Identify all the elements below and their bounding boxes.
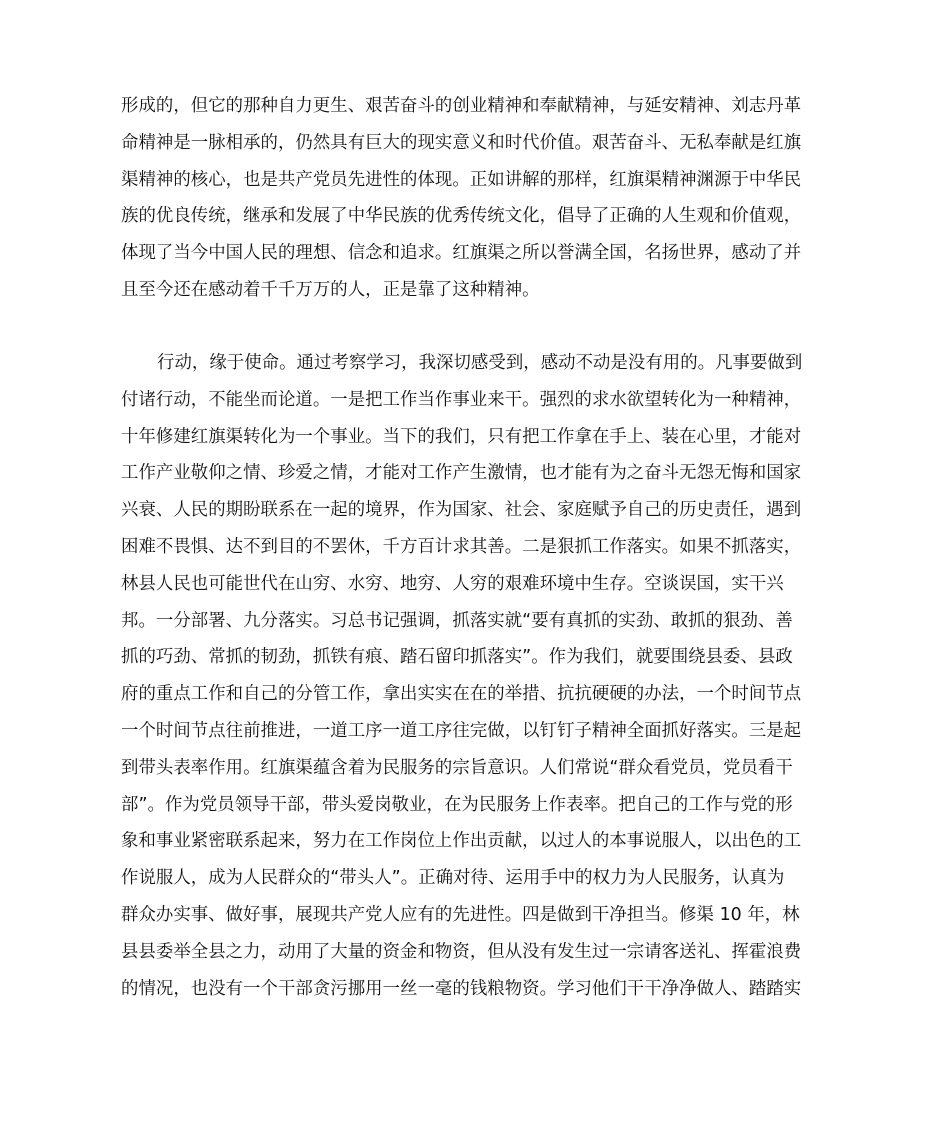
text-line: 困难不畏惧、达不到目的不罢休，千方百计求其善。二是狠抓工作落实。如果不抓落实，: [121, 536, 802, 557]
text-line: 工作产业敬仰之情、珍爱之情，才能对工作产生激情，也才能有为之奋斗无怨无悔和国家: [121, 463, 802, 484]
text-line: 体现了当今中国人民的理想、信念和追求。红旗渠之所以誉满全国，名扬世界，感动了并: [121, 243, 802, 264]
text-line: 部”。作为党员领导干部，带头爱岗敬业，在为民服务上作表率。把自己的工作与党的形: [121, 794, 793, 815]
text-line: 林县人民也可能世代在山穷、水穷、地穷、人穷的艰难环境中生存。空谈误国，实干兴: [121, 573, 784, 594]
text-line: 抓的巧劲、常抓的韧劲，抓铁有痕、踏石留印抓落实”。作为我们，就要围绕县委、县政: [121, 647, 793, 668]
text-line: 群众办实事、做好事，展现共产党人应有的先进性。四是做到干净担当。修渠 10 年，林: [121, 904, 800, 925]
text-line: 一个时间节点往前推进，一道工序一道工序往完做，以钉钉子精神全面抓好落实。三是起: [121, 720, 802, 741]
text-line: 的情况，也没有一个干部贪污挪用一丝一毫的钱粮物资。学习他们干干净净做人、踏踏实: [121, 978, 802, 999]
text-line: 十年修建红旗渠转化为一个事业。当下的我们，只有把工作拿在手上、装在心里，才能对: [121, 426, 802, 447]
text-line: 到带头表率作用。红旗渠蕴含着为民服务的宗旨意识。人们常说“群众看党员，党员看干: [121, 757, 793, 778]
text-line: 命精神是一脉相承的，仍然具有巨大的现实意义和时代价值。艰苦奋斗、无私奉献是红旗: [121, 132, 802, 153]
text-line: 作说服人，成为人民群众的“带头人”。正确对待、运用手中的权力为人民服务，认真为: [121, 868, 785, 889]
text-line: 邦。一分部署、九分落实。习总书记强调，抓落实就“要有真抓的实劲、敢抓的狠劲、善: [121, 610, 793, 631]
text-line: 且至今还在感动着千千万万的人，正是靠了这种精神。: [121, 279, 540, 300]
text-line: 县县委举全县之力，动用了大量的资金和物资，但从没有发生过一宗请客送礼、挥霍浪费: [121, 941, 802, 962]
text-line: 渠精神的核心，也是共产党员先进性的体现。正如讲解的那样，红旗渠精神渊源于中华民: [121, 169, 802, 190]
text-line: 付诸行动，不能坐而论道。一是把工作当作事业来干。强烈的求水欲望转化为一种精神，: [121, 389, 802, 410]
text-line: 象和事业紧密联系起来，努力在工作岗位上作出贡献，以过人的本事说服人，以出色的工: [121, 831, 802, 852]
paragraph-1: [121, 88, 833, 309]
text-line: 府的重点工作和自己的分管工作，拿出实实在在的举措、抗抗硬硬的办法，一个时间节点: [121, 684, 802, 705]
text-line: 形成的，但它的那种自力更生、艰苦奋斗的创业精神和奉献精神，与延安精神、刘志丹革: [121, 96, 802, 116]
text-line: 兴衰、人民的期盼联系在一起的境界，作为国家、社会、家庭赋予自己的历史责任，遇到: [121, 500, 802, 521]
text-line: 行动，缘于使命。通过考察学习，我深切感受到，感动不动是没有用的。凡事要做到: [157, 353, 803, 373]
text-line: 族的优良传统，继承和发展了中华民族的优秀传统文化，倡导了正确的人生观和价值观，: [121, 206, 802, 227]
paragraph-2: [121, 345, 833, 1007]
